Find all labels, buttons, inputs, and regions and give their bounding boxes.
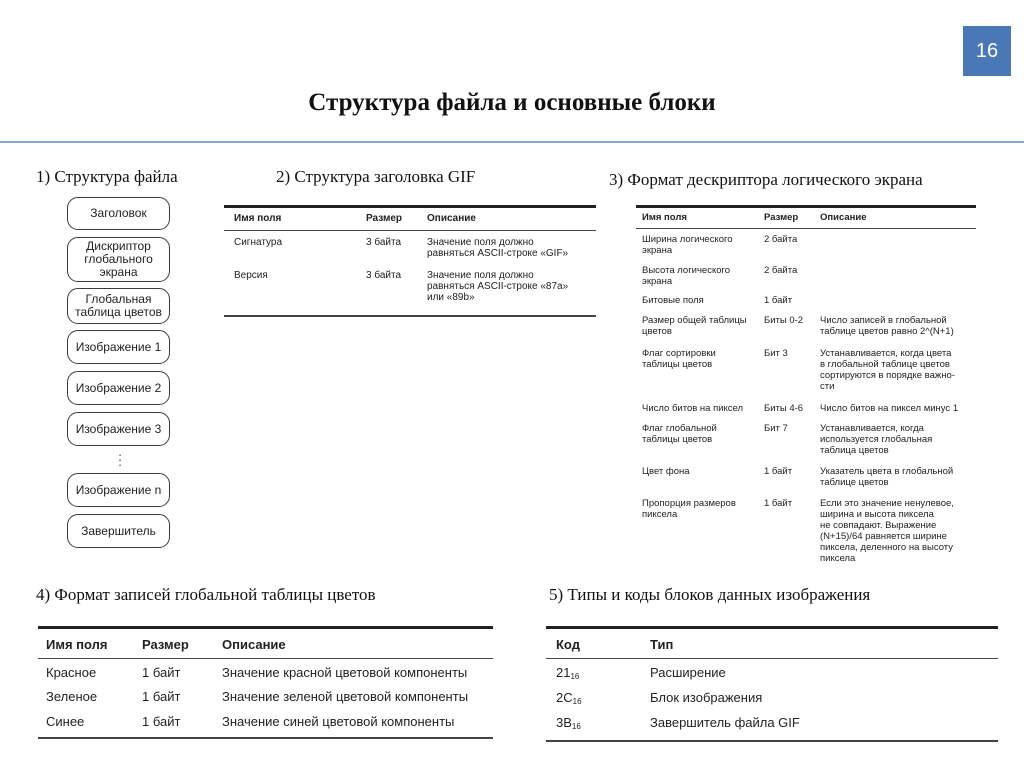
code-cell: $21_{16}$: [556, 665, 580, 681]
section-2-heading: 2) Структура заголовка GIF: [276, 167, 476, 186]
header-divider: [546, 658, 998, 659]
block-codes-table: [546, 626, 998, 742]
column-header: Описание: [222, 637, 286, 652]
table-cell: 1 байт: [142, 689, 181, 704]
table-cell: Биты 4-6: [764, 403, 804, 414]
code-cell: $3B_{16}$: [556, 715, 581, 731]
block-image-3: Изображение 3: [67, 412, 170, 446]
table-cell: 2 байта: [764, 234, 798, 245]
table-cell: 2 байта: [764, 265, 798, 276]
type-cell: Расширение: [650, 665, 726, 680]
table-cell: Число битов на пиксел: [642, 403, 744, 414]
table-cell: Битовые поля: [642, 295, 704, 306]
color-table-format: [38, 626, 493, 740]
table-cell: Версия: [234, 270, 268, 281]
block-image-n: Изображение n: [67, 473, 170, 507]
type-cell: Завершитель файла GIF: [650, 715, 800, 730]
table-cell: Размер общей таблицы цветов: [642, 315, 747, 337]
table-top-border: [546, 626, 998, 629]
table-cell: 1 байт: [142, 665, 181, 680]
table-cell: Значение поля должно равняться ASCII-строке «87a» или «89b»: [427, 270, 569, 303]
table-cell: Флаг сортировки таблицы цветов: [642, 348, 716, 370]
table-cell: Значение синей цветовой компоненты: [222, 714, 455, 729]
column-header: Размер: [142, 637, 189, 652]
table-cell: Цвет фона: [642, 466, 690, 477]
block-image-2: Изображение 2: [67, 371, 170, 405]
table-bottom-border: [224, 315, 596, 317]
column-header: Описание: [427, 213, 476, 224]
section-5-heading: 5) Типы и коды блоков данных изображения: [549, 585, 871, 604]
block-global-color-table: Глобальная таблица цветов: [67, 288, 170, 324]
header-divider: [636, 228, 976, 229]
table-cell: Если это значение ненулевое, ширина и высота пиксела не совпадают. Выражение (N+15)/64 равняется ширине пиксела, деленного на высоту пиксела: [820, 498, 954, 564]
table-cell: Устанавливается, когда используется глобальная таблица цветов: [820, 423, 933, 456]
block-image-1: Изображение 1: [67, 330, 170, 364]
ellipsis-dots: · · ·: [117, 447, 123, 472]
section-3-heading: 3) Формат дескриптора логического экрана: [609, 170, 923, 189]
table-bottom-border: [546, 740, 998, 742]
table-cell: Флаг глобальной таблицы цветов: [642, 423, 717, 445]
header-divider: [224, 230, 596, 231]
screen-descriptor-table: [636, 205, 976, 575]
table-cell: 1 байт: [142, 714, 181, 729]
table-cell: Значение зеленой цветовой компоненты: [222, 689, 469, 704]
table-cell: Значение поля должно равняться ASCII-строке «GIF»: [427, 237, 569, 259]
code-cell: $2C_{16}$: [556, 690, 582, 706]
title-divider: [0, 141, 1024, 143]
type-cell: Блок изображения: [650, 690, 763, 705]
block-terminator: Завершитель: [67, 514, 170, 548]
table-cell: Устанавливается, когда цвета в глобальной таблице цветов сортируются в порядке важно- сти: [820, 348, 955, 392]
table-top-border: [38, 626, 493, 629]
column-header: Размер: [764, 212, 799, 223]
table-cell: Красное: [46, 665, 97, 680]
table-cell: Пропорция размеров пиксела: [642, 498, 736, 520]
table-bottom-border: [38, 737, 493, 739]
table-cell: Зеленое: [46, 689, 98, 704]
column-header: Имя поля: [46, 637, 108, 652]
table-cell: 1 байт: [764, 466, 793, 477]
header-divider: [38, 658, 493, 659]
table-top-border: [636, 205, 976, 208]
table-cell: Значение красной цветовой компоненты: [222, 665, 468, 680]
table-cell: Сигнатура: [234, 237, 283, 248]
table-cell: Бит 3: [764, 348, 788, 359]
page-title: Структура файла и основные блоки: [308, 89, 716, 116]
column-header: Тип: [650, 637, 674, 652]
table-cell: 1 байт: [764, 498, 793, 509]
section-1-heading: 1) Структура файла: [36, 167, 178, 186]
column-header: Код: [556, 637, 580, 652]
table-cell: Высота логического экрана: [642, 265, 731, 287]
table-cell: Ширина логического экрана: [642, 234, 733, 256]
table-cell: Синее: [46, 714, 85, 729]
table-cell: Бит 7: [764, 423, 788, 434]
table-cell: Число битов на пиксел минус 1: [820, 403, 959, 414]
table-cell: Число записей в глобальной таблице цветов равно 2^(N+1): [820, 315, 954, 337]
table-cell: 1 байт: [764, 295, 793, 306]
column-header: Имя поля: [642, 212, 687, 223]
column-header: Размер: [366, 213, 403, 224]
table-cell: Биты 0-2: [764, 315, 804, 326]
column-header: Имя поля: [234, 213, 282, 224]
table-cell: 3 байта: [366, 270, 402, 281]
section-4-heading: 4) Формат записей глобальной таблицы цветов: [36, 585, 376, 604]
table-top-border: [224, 205, 596, 208]
block-screen-descriptor: Дискриптор глобального экрана: [67, 237, 170, 282]
block-header: Заголовок: [67, 197, 170, 230]
table-cell: 3 байта: [366, 237, 402, 248]
slide-number-badge: 16: [963, 26, 1011, 76]
column-header: Описание: [820, 212, 867, 223]
gif-header-table: [224, 205, 596, 318]
table-cell: Указатель цвета в глобальной таблице цветов: [820, 466, 954, 488]
